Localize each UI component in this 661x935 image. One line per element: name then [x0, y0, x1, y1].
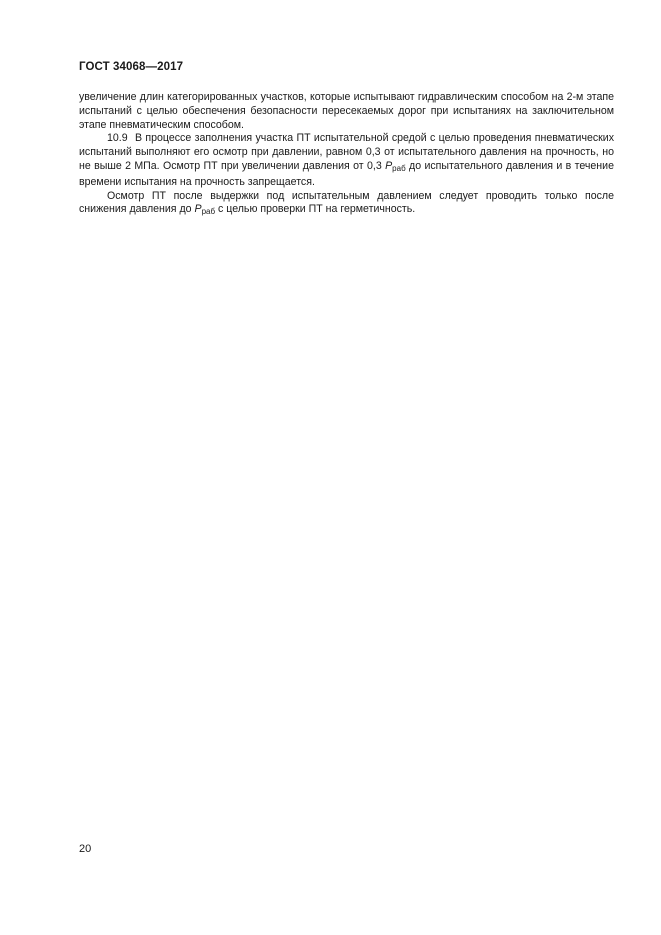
inspection-text-part-2: с целью проверки ПТ на герметичность. [218, 203, 416, 216]
clause-text-part-1: В процессе заполнения участка ПТ испытательной средой с целью проведения пневматических испытаний выполняют его осмотр при давлении, равном 0,3 от испытательного давления на прочность, но не выше 2 МПа. Осмотр ПТ при увеличении давления от 0,3 [79, 132, 615, 172]
paragraph-clause-10-9 [79, 132, 614, 189]
pressure-variable: P [385, 159, 393, 172]
pressure-variable-subscript: раб [201, 207, 216, 217]
document-body [79, 91, 614, 219]
paragraph-inspection [79, 190, 614, 220]
inspection-text-part-1: Осмотр ПТ после выдержки под испытательным давлением следует проводить только после снижения давления до [79, 189, 614, 216]
page-number: 20 [79, 843, 92, 855]
pressure-variable-subscript: раб [392, 163, 406, 173]
pressure-variable: P [194, 203, 202, 216]
clause-text-part-2: до испытательного давления и в течение времени испытания на прочность запрещается. [79, 159, 614, 188]
document-header: ГОСТ 34068—2017 [79, 61, 184, 73]
clause-number: 10.9 [107, 132, 128, 145]
paragraph-continuation: увеличение длин категорированных участков, которые испытывают гидравлическим способом на 2-м этапе испытаний с целью обеспечения безопасности пересекаемых дорог при испытаниях на заключительном этапе пневматическим способом. [79, 91, 614, 131]
